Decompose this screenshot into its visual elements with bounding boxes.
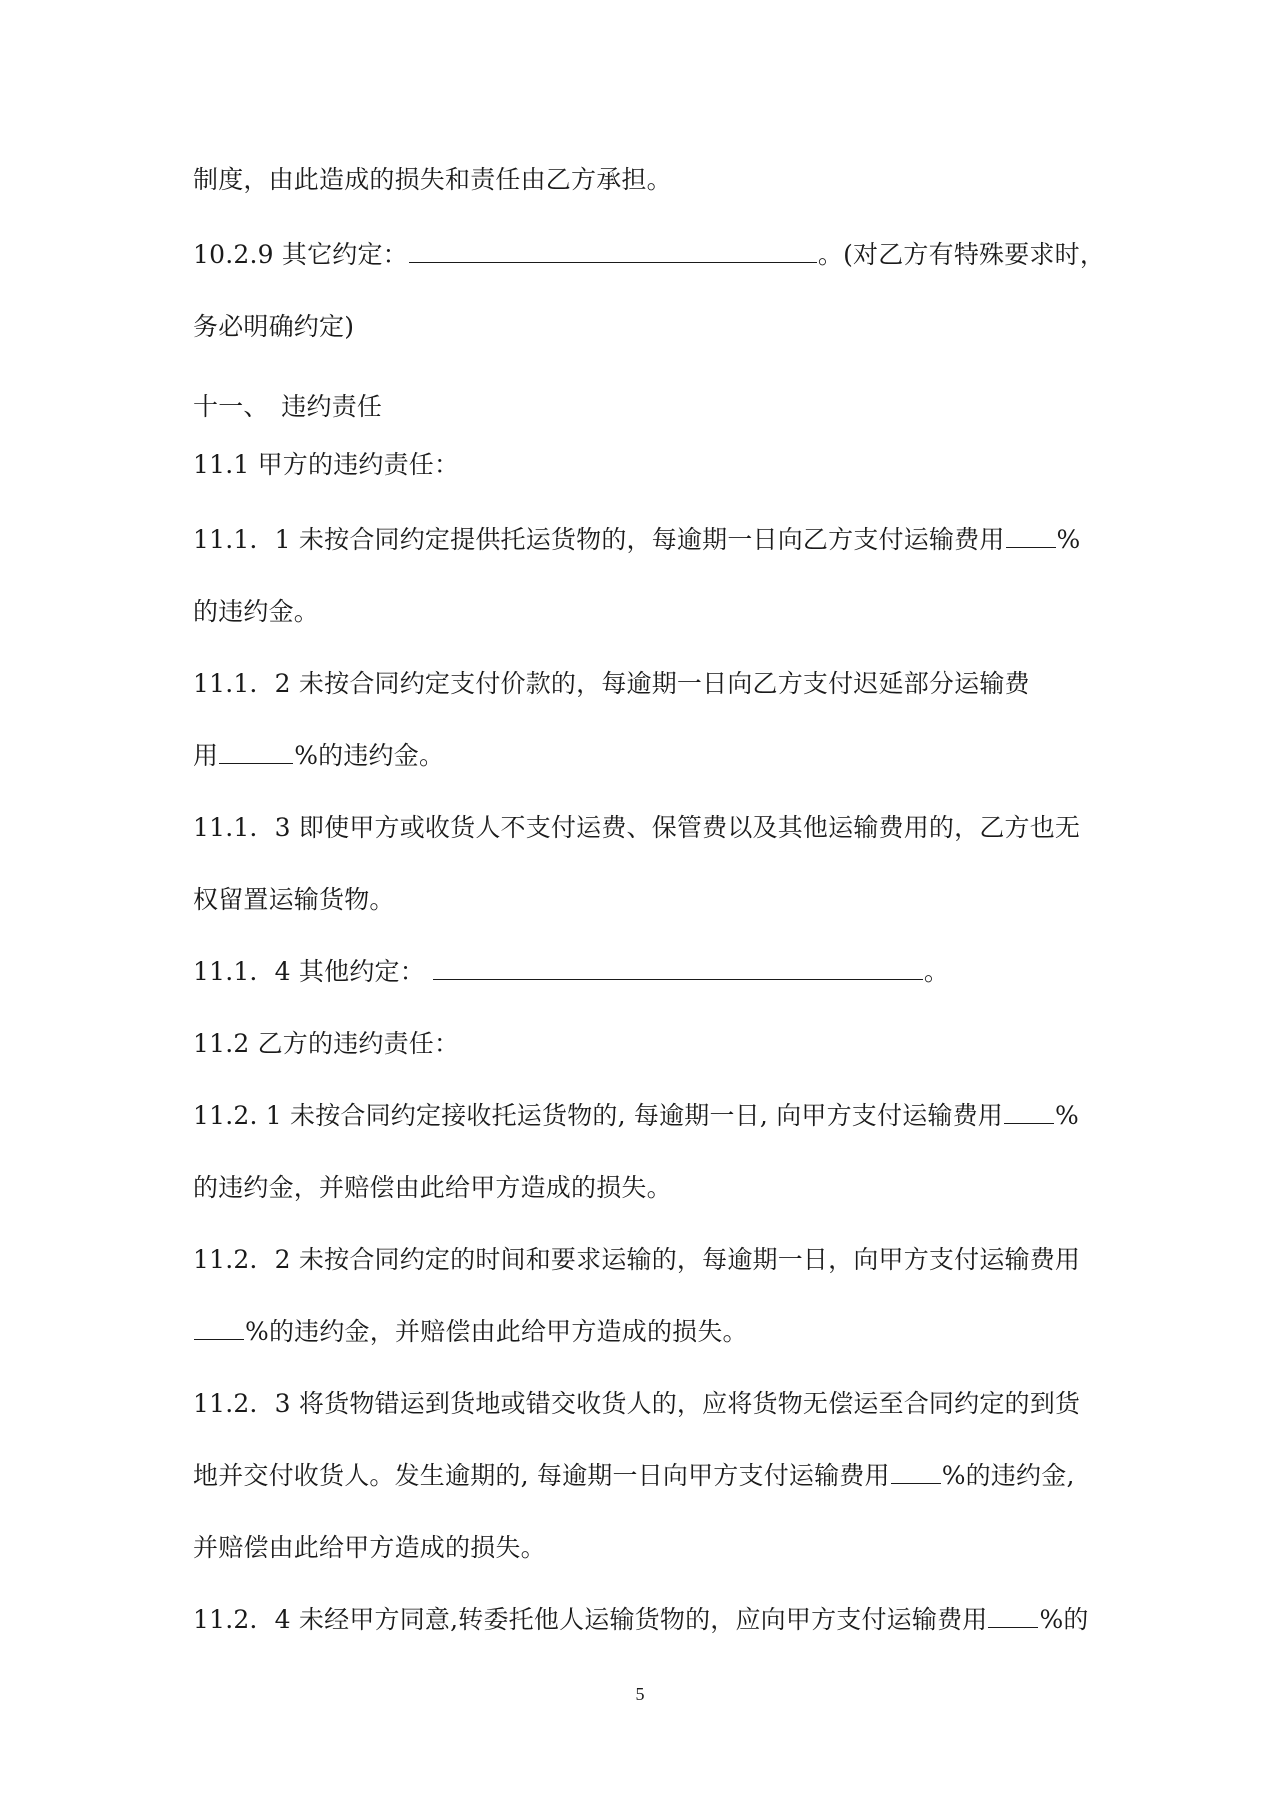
clause-11-2-4: 11.2．4 未经甲方同意,转委托他人运输货物的，应向甲方支付运输费用 %的 — [193, 1605, 1089, 1634]
page-number: 5 — [635, 1684, 645, 1704]
fill-in-blank — [891, 1459, 941, 1484]
text-line-3: 务必明确约定) — [193, 312, 355, 341]
text-line-20: 并赔偿由此给甲方造成的损失。 — [193, 1533, 546, 1562]
text-line-7: 的违约金。 — [193, 597, 320, 626]
clause-11-1-4: 11.1．4 其他约定： 。 — [193, 957, 950, 986]
text-line-19: 地并交付收货人。发生逾期的, 每逾期一日向甲方支付运输费用 %的违约金, — [193, 1461, 1075, 1490]
subsection-heading-11-2: 11.2 乙方的违约责任： — [193, 1029, 460, 1058]
clause-11-1-1: 11.1．1 未按合同约定提供托运货物的，每逾期一日向乙方支付运输费用 % — [193, 525, 1081, 554]
fill-in-blank — [1004, 1099, 1054, 1124]
fill-in-blank — [409, 238, 817, 263]
clause-11-1-2: 11.1．2 未按合同约定支付价款的，每逾期一日向乙方支付迟延部分运输费 — [193, 669, 1030, 698]
text-line-11: 权留置运输货物。 — [193, 885, 395, 914]
clause-11-2-2: 11.2．2 未按合同约定的时间和要求运输的，每逾期一日，向甲方支付运输费用 — [193, 1245, 1081, 1274]
fill-in-blank — [1006, 523, 1056, 548]
fill-in-blank — [988, 1603, 1038, 1628]
clause-11-2-3: 11.2．3 将货物错运到货地或错交收货人的，应将货物无偿运至合同约定的到货 — [193, 1389, 1081, 1418]
text-line-15: 的违约金，并赔偿由此给甲方造成的损失。 — [193, 1173, 672, 1202]
clause-11-1-3: 11.1．3 即使甲方或收货人不支付运费、保管费以及其他运输费用的，乙方也无 — [193, 813, 1081, 842]
section-heading: 十一、 违约责任 — [193, 392, 383, 421]
subsection-heading-11-1: 11.1 甲方的违约责任： — [193, 450, 460, 479]
fill-in-blank — [219, 739, 293, 764]
fill-in-blank — [433, 955, 923, 980]
text-line-2: 10.2.9 其它约定： 。(对乙方有特殊要求时， — [193, 240, 1106, 269]
fill-in-blank — [194, 1315, 244, 1340]
text-line-17: %的违约金，并赔偿由此给甲方造成的损失。 — [193, 1312, 1093, 1352]
text-line-1: 制度，由此造成的损失和责任由乙方承担。 — [193, 165, 672, 194]
text-line-9: 用 %的违约金。 — [193, 741, 445, 770]
clause-11-2-1: 11.2. 1 未按合同约定接收托运货物的, 每逾期一日, 向甲方支付运输费用 % — [193, 1101, 1079, 1130]
